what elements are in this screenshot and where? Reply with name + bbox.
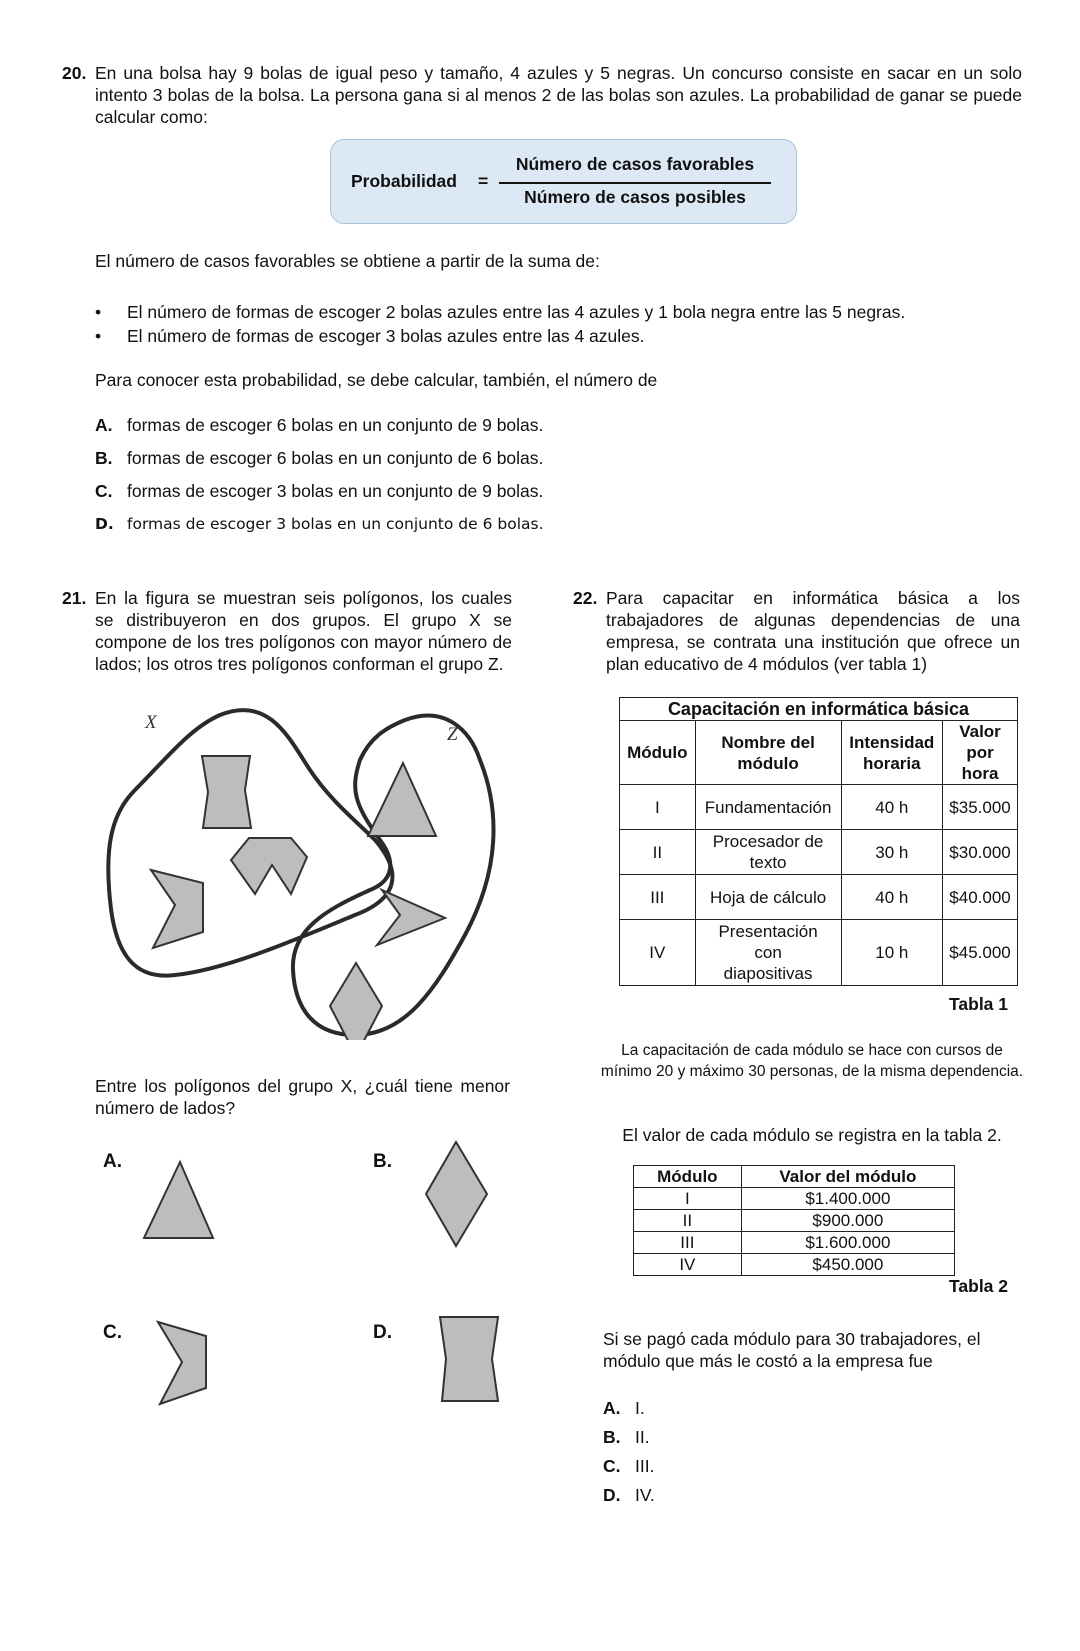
table-header: Valor por hora (943, 721, 1018, 785)
table-row: II Procesador de texto 30 h $30.000 (620, 830, 1018, 875)
table-row: II $900.000 (634, 1210, 955, 1232)
question-22-prompt: Si se pagó cada módulo para 30 trabajadores, el módulo que más le costó a la empresa fue (603, 1329, 981, 1371)
option-c[interactable]: C. III. (603, 1456, 655, 1476)
bullet-icon: • (95, 326, 102, 346)
triangle-option-icon[interactable] (140, 1158, 220, 1244)
question-22 (573, 587, 1020, 675)
favorable-cases-intro: El número de casos favorables se obtiene a partir de la suma de: (95, 251, 600, 271)
question-20 (62, 62, 1022, 128)
table-row: I $1.400.000 (634, 1188, 955, 1210)
table-row: III Hoja de cálculo 40 h $40.000 (620, 875, 1018, 920)
table-1-title: Capacitación en informática básica (620, 698, 1018, 721)
option-a[interactable]: A. (103, 1151, 122, 1172)
course-size-note: La capacitación de cada módulo se hace con cursos de mínimo 20 y máximo 30 personas, de la misma dependencia. (600, 1042, 1024, 1080)
question-21 (62, 587, 512, 675)
table-row: IV $450.000 (634, 1254, 955, 1276)
table-header: Módulo (620, 721, 696, 785)
option-d[interactable]: D. formas de escoger 3 bolas en un conjunto de 6 bolas. (95, 515, 544, 533)
option-a[interactable]: A. formas de escoger 6 bolas en un conjunto de 9 bolas. (95, 415, 544, 435)
question-number: 22. (573, 588, 598, 608)
table-header: Valor del módulo (741, 1166, 954, 1188)
question-stem: En una bolsa hay 9 bolas de igual peso y tamaño, 4 azules y 5 negras. Un concurso consiste en sacar en un solo intento 3 bolas de la bolsa. La persona gana si al menos 2 de las bolas son azules. La probabilidad de ganar se puede calcular como: (95, 63, 1022, 127)
table-1-caption: Tabla 1 (949, 994, 1009, 1014)
table-1-training-modules (619, 697, 1018, 986)
arrow-quadrilateral-shape (377, 890, 445, 945)
option-b[interactable]: B. formas de escoger 6 bolas en un conjunto de 6 bolas. (95, 448, 544, 468)
table-header: Intensidad horaria (841, 721, 943, 785)
option-c[interactable]: C. formas de escoger 3 bolas en un conjunto de 9 bolas. (95, 481, 544, 501)
concave-octagon-shape (231, 838, 307, 894)
concave-pentagon-shape (151, 870, 203, 948)
probability-formula-box (330, 139, 797, 224)
table-2-caption: Tabla 2 (949, 1276, 1009, 1296)
option-a[interactable]: A. I. (603, 1398, 645, 1418)
option-b[interactable]: B. II. (603, 1427, 650, 1447)
question-number: 21. (62, 588, 87, 608)
triangle-shape (368, 763, 436, 836)
fraction-bar (499, 182, 771, 184)
option-c[interactable]: C. (103, 1322, 122, 1343)
option-d[interactable]: D. (373, 1322, 392, 1343)
group-z-label: Z (447, 724, 458, 745)
formula-equals: = (478, 171, 489, 191)
bullet-icon: • (95, 302, 102, 322)
table-header: Nombre del módulo (695, 721, 841, 785)
table-row: III $1.600.000 (634, 1232, 955, 1254)
concave-hexagon-shape (202, 756, 251, 828)
question-stem: Para capacitar en informática básica a los trabajadores de algunas dependencias de una empresa, se contrata una institución que ofrece un plan educativo de 4 módulos (ver tabla 1) (606, 588, 1020, 674)
option-d[interactable]: D. IV. (603, 1485, 655, 1505)
question-stem: En la figura se muestran seis polígonos, los cuales se distribuyeron en dos grupos. El grupo X se compone de los tres polígonos con mayor número de lados; los otros tres polígonos conforman el grupo Z. (95, 588, 512, 674)
table-row: IV Presentación con diapositivas 10 h $45.000 (620, 920, 1018, 986)
option-b[interactable]: B. (373, 1151, 392, 1172)
rhombus-option-icon[interactable] (422, 1138, 492, 1250)
concave-pentagon-option-icon[interactable] (154, 1318, 214, 1408)
formula-numerator: Número de casos favorables (515, 154, 755, 174)
table-2-lead: El valor de cada módulo se registra en la tabla 2. (622, 1125, 1002, 1145)
question-lead: Para conocer esta probabilidad, se debe calcular, también, el número de (95, 370, 658, 390)
table-header: Módulo (634, 1166, 742, 1188)
question-21-prompt: Entre los polígonos del grupo X, ¿cuál tiene menor número de lados? (95, 1076, 510, 1118)
table-row: I Fundamentación 40 h $35.000 (620, 785, 1018, 830)
formula-lhs: Probabilidad (351, 171, 457, 191)
group-x-label: X (145, 712, 157, 733)
table-2-module-values (633, 1165, 955, 1276)
rhombus-shape (330, 963, 382, 1040)
question-number: 20. (62, 63, 87, 83)
concave-hexagon-option-icon[interactable] (436, 1313, 502, 1405)
polygon-groups-figure (95, 700, 515, 1040)
formula-denominator: Número de casos posibles (524, 187, 746, 207)
